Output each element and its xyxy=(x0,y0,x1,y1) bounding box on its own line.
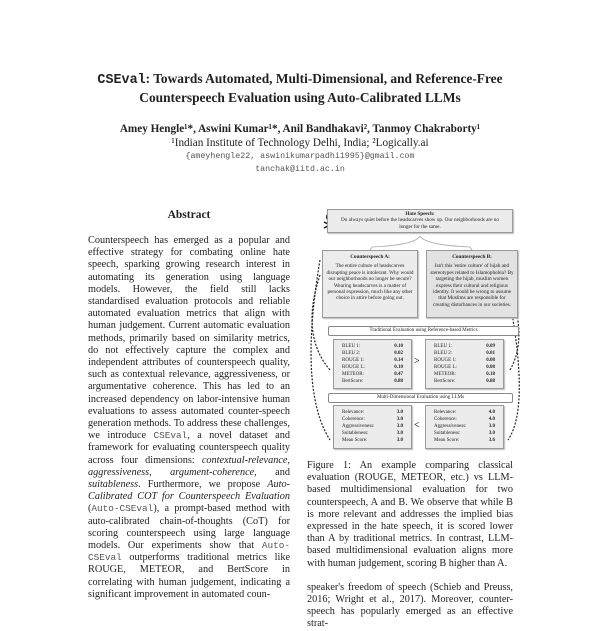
metric-value: 3.0 xyxy=(396,438,403,443)
counterspeech-b-box xyxy=(426,250,518,318)
metric-value: 4.0 xyxy=(488,410,495,415)
metric-value: 0.47 xyxy=(394,372,403,377)
metric-value: 0.01 xyxy=(486,351,495,356)
metric-value: 0.10 xyxy=(394,365,403,370)
title-cseval: CSEval xyxy=(97,73,146,88)
metric-label: Suitableness: xyxy=(434,431,461,436)
llm-metrics-b xyxy=(425,405,504,449)
metric-value: 3.6 xyxy=(488,438,495,443)
metric-value: 0.02 xyxy=(394,351,403,356)
metric-label: Suitableness: xyxy=(342,431,369,436)
abstract-p1: Counterspeech has emerged as a popular and effective strategy for combating online hate speech, sparking growing research interest in automating its generation using language models. However, the field still lacks standardised evaluation protocols and reliable automated evaluation metrics that align with human judgement. Current automatic evaluation methods, primarily based on similarity metrics, do not effectively capture the complex and independent attributes of counterspeech quality, such as contextual relevance, aggressiveness, or argumentative coherence. This has led to an increased dependency on labor-intensive human evaluations to assess automated counter-speech generation methods. To address these challenges, we introduce xyxy=(88,235,290,442)
metric-row xyxy=(434,343,495,350)
metric-label: BLEU 1: xyxy=(434,344,453,349)
abstract-text xyxy=(88,235,290,601)
affiliations: ¹Indian Institute of Technology Delhi, India; ²Logically.ai xyxy=(171,137,429,149)
metric-value: 3.0 xyxy=(488,424,495,429)
metric-row xyxy=(342,364,403,371)
metric-row xyxy=(342,409,403,416)
metric-value: 0.14 xyxy=(394,358,403,363)
metric-row xyxy=(434,350,495,357)
metric-value: 0.10 xyxy=(394,344,403,349)
metric-value: 3.0 xyxy=(396,410,403,415)
metric-label: METEOR: xyxy=(342,372,364,377)
metric-row xyxy=(342,430,403,437)
abstract-method: Auto-Calibrated COT for Counterspeech Evaluation xyxy=(88,479,290,503)
metric-label: BertScore: xyxy=(342,379,364,384)
abstract-heading: Abstract xyxy=(167,209,211,221)
metric-label: Relevance: xyxy=(342,410,365,415)
metric-label: METEOR: xyxy=(434,372,456,377)
counterspeech-b-text: Isn't this 'entire culture' of hijab and stereotypes related to Islamophobia? By targeting the hijab, muslim women express their cultural and religious identity. It would be wrong to assume that Muslims are responsible for creating disturbances in our societies. xyxy=(430,263,514,308)
title-line2: Counterspeech Evaluation using Auto-Calibrated LLMs xyxy=(139,90,461,105)
counterspeech-a-box xyxy=(322,250,418,318)
author-block xyxy=(60,122,540,176)
metric-row xyxy=(434,423,495,430)
metric-label: ROUGE L: xyxy=(434,365,457,370)
metric-value: 3.0 xyxy=(488,431,495,436)
abstract-auto: Auto-CSEval xyxy=(91,503,154,515)
metric-row xyxy=(342,378,403,385)
metric-row xyxy=(434,371,495,378)
llm-eval-header: Multi-Dimensional Evaluation using LLMs xyxy=(328,393,513,403)
metric-label: BLEU 2: xyxy=(434,351,453,356)
abstract-dims: contextual-relevance, aggressiveness, argument-coherence, xyxy=(88,454,290,478)
metric-row xyxy=(342,416,403,423)
body-text-right: speaker's freedom of speech (Schieb and Preuss, 2016; Wright et al., 2017). Moreover, counter-speech has popularly emerged as an effective strat- xyxy=(307,581,513,630)
author-names: Amey Hengle¹*, Aswini Kumar¹*, Anil Bandhakavi², Tanmoy Chakraborty¹ xyxy=(119,123,481,135)
metric-value: 4.0 xyxy=(488,417,495,422)
figure-caption: Figure 1: An example comparing classical evaluation (ROUGE, METEOR, etc.) vs LLM-based multidimensional evaluation for two counterspeech, A and B. We observe that while B is more relevant and addresses the implied bias expressed in the hate speech, it is scored lower than A by traditional metrics. In contrast, LLM-based multidimensional evaluation aligns more with human judgement, scoring B higher than A. xyxy=(307,460,513,569)
metric-label: Coherence: xyxy=(434,417,457,422)
metric-label: Coherence: xyxy=(342,417,365,422)
metric-label: Relevance: xyxy=(434,410,457,415)
metric-row xyxy=(434,409,495,416)
metric-label: ROUGE 1: xyxy=(342,358,365,363)
llm-metrics-a xyxy=(333,405,412,449)
paper-title xyxy=(60,70,540,106)
metric-row xyxy=(434,430,495,437)
metric-row xyxy=(342,350,403,357)
metric-value: 0.88 xyxy=(486,379,495,384)
counterspeech-b-title: Counterspeech B: xyxy=(452,254,492,260)
metric-label: ROUGE 1: xyxy=(434,358,457,363)
hate-speech-box xyxy=(327,209,513,233)
abstract-cseval: CSEval xyxy=(153,430,188,442)
abstract-p5: outperforms traditional metrics like ROUGE, METEOR, and BertScore in correlating with human judgement, indicating a significant improvement in automated coun- xyxy=(88,552,290,600)
metric-label: ROUGE L: xyxy=(342,365,365,370)
abstract-dim4: suitableness xyxy=(88,479,139,491)
abstract-p2: , a novel dataset and framework for evaluating counterspeech quality across four dimensions: xyxy=(88,430,290,466)
metric-row xyxy=(434,437,495,444)
metric-value: 0.18 xyxy=(486,372,495,377)
metric-value: 0.08 xyxy=(486,358,495,363)
llm-compare-sign: < xyxy=(414,420,420,431)
counterspeech-a-title: Counterspeech A: xyxy=(350,254,390,260)
metric-row xyxy=(342,423,403,430)
traditional-metrics-a xyxy=(333,339,412,389)
counterspeech-a-text: The entire culture of headscarves disrupting peace is intolerant. Why would our neighborhoods no longer be secure? Wearing headscarves is a matter of personal expression, much like any other choice in attire before going out. xyxy=(326,263,414,302)
traditional-compare-sign: > xyxy=(414,356,420,367)
traditional-eval-header: Traditional Evaluation using Reference-based Metrics xyxy=(328,326,519,336)
header-block xyxy=(60,70,540,176)
abstract-p3: . Furthermore, we propose xyxy=(138,479,268,491)
hate-speech-title: Hate Speech: xyxy=(405,211,435,217)
abstract-paren: ( xyxy=(88,503,92,515)
metric-label: Aggressiveness: xyxy=(434,424,467,429)
metric-label: BLEU 1: xyxy=(342,344,361,349)
metric-value: 0.88 xyxy=(394,379,403,384)
metric-row xyxy=(434,378,495,385)
right-column-text xyxy=(307,460,513,631)
email-1: {ameyhengle22, aswinikumarpadhi1995}@gmail.com xyxy=(185,152,415,161)
abstract-auto2: Auto-CSEval xyxy=(88,540,290,564)
abstract-p4: ), a prompt-based method with auto-calibrated chain-of-thoughts (CoT) for scoring counterspeech using large language models. Our experiments show that xyxy=(88,503,290,552)
metric-value: 0.08 xyxy=(486,365,495,370)
metric-row xyxy=(342,343,403,350)
abstract-and: and xyxy=(256,466,290,478)
metric-value: 3.0 xyxy=(396,431,403,436)
title-line1: : Towards Automated, Multi-Dimensional, and Reference-Free xyxy=(145,71,503,86)
metric-row xyxy=(434,357,495,364)
metric-value: 3.0 xyxy=(396,424,403,429)
metric-row xyxy=(434,416,495,423)
metric-row xyxy=(342,437,403,444)
metric-row xyxy=(342,357,403,364)
traditional-metrics-b xyxy=(425,339,504,389)
email-2: tanchak@iitd.ac.in xyxy=(255,165,345,174)
metric-label: BertScore: xyxy=(434,379,456,384)
metric-label: BLEU 2: xyxy=(342,351,361,356)
metric-value: 0.09 xyxy=(486,344,495,349)
metric-value: 3.0 xyxy=(396,417,403,422)
metric-row xyxy=(434,364,495,371)
metric-label: Mean Score: xyxy=(342,438,368,443)
metric-label: Mean Score: xyxy=(434,438,460,443)
metric-label: Aggressiveness: xyxy=(342,424,375,429)
metric-row xyxy=(342,371,403,378)
hate-speech-text: Do always quiet before the headscarves show up. Our neighborhoods are no longer for the same. xyxy=(341,217,499,230)
